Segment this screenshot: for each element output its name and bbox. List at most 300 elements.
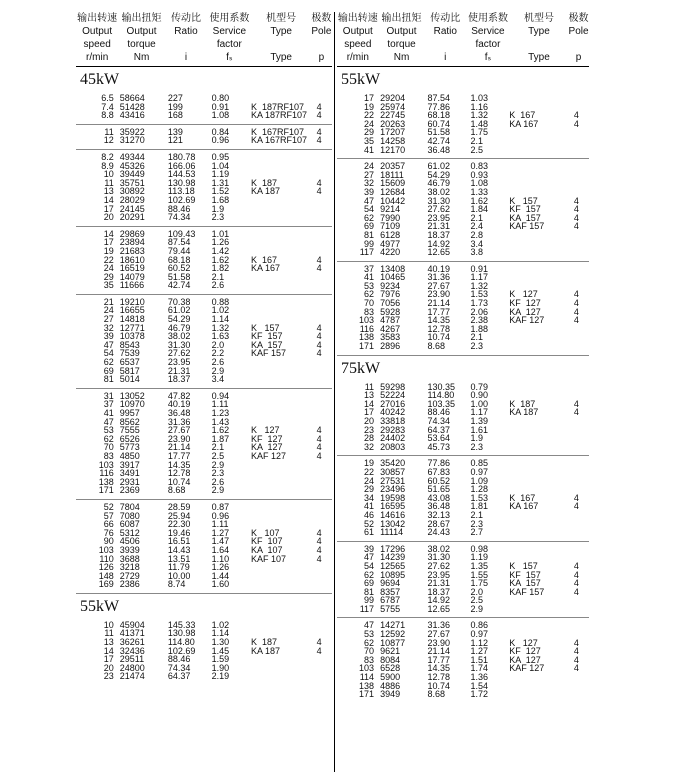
left-header	[76, 12, 332, 67]
table-row	[337, 426, 589, 435]
ratio-cell: 47.82	[167, 390, 191, 401]
speed-cell: 11	[104, 628, 114, 639]
type-cell	[251, 469, 317, 478]
ratio-cell: 168	[167, 110, 183, 121]
type-cell	[509, 325, 574, 334]
torque-cell: 5773	[119, 442, 140, 453]
pole-cell: 4	[316, 322, 322, 333]
type-cell: K 107	[251, 527, 280, 538]
torque-cell: 14271	[380, 620, 406, 631]
table-row	[337, 162, 589, 171]
torque-cell: 4506	[119, 536, 140, 547]
table-row	[76, 315, 332, 324]
pole-cell	[574, 690, 589, 699]
service-factor-cell: 0.94	[211, 390, 230, 401]
speed-cell: 99	[364, 238, 375, 249]
table-row	[76, 638, 332, 647]
torque-cell: 7080	[119, 510, 140, 521]
speed-cell: 35	[103, 280, 114, 291]
torque-cell: 36261	[119, 637, 145, 648]
pole-cell	[317, 162, 332, 171]
type-cell: KAF 107	[251, 553, 287, 564]
speed-cell: 138	[359, 332, 375, 343]
table-row	[76, 655, 332, 664]
ratio-cell: 23.95	[427, 212, 450, 223]
pole-cell	[574, 265, 589, 274]
table-row	[76, 400, 332, 409]
service-factor-cell: 1.53	[470, 492, 489, 503]
ratio-cell: 74.34	[427, 416, 450, 426]
type-cell	[251, 375, 317, 384]
service-factor-cell: 0.91	[211, 101, 230, 112]
power-section-title: 55kW	[80, 597, 120, 615]
torque-cell: 20803	[380, 441, 406, 452]
type-cell: KF 157	[509, 569, 541, 580]
pole-cell: 4	[573, 646, 579, 657]
type-cell	[251, 400, 317, 409]
torque-cell: 4850	[119, 450, 140, 461]
torque-cell: 6787	[380, 595, 401, 606]
type-cell: KF 107	[251, 536, 283, 547]
ratio-cell: 31.30	[427, 552, 450, 563]
service-factor-cell: 0.91	[470, 263, 489, 274]
header-cell: p	[575, 52, 582, 63]
service-factor-cell: 2.9	[211, 365, 225, 376]
torque-cell: 2386	[119, 579, 140, 590]
speed-cell: 62	[364, 289, 375, 300]
ratio-cell: 53.64	[427, 433, 450, 444]
torque-cell: 12170	[380, 144, 406, 155]
torque-cell: 23496	[380, 484, 406, 495]
speed-cell: 14	[103, 228, 114, 239]
header-cell	[252, 38, 311, 51]
torque-cell: 14818	[119, 314, 145, 325]
ratio-cell: 77.86	[427, 458, 450, 469]
pole-cell: 4	[573, 118, 579, 129]
speed-cell: 24	[103, 263, 114, 274]
pole-cell	[317, 655, 332, 664]
torque-cell: 8562	[119, 416, 140, 427]
header-cell: 输出扭矩	[381, 13, 422, 24]
torque-cell: 9234	[380, 280, 401, 291]
service-factor-cell: 1.43	[211, 416, 230, 427]
table-row	[76, 298, 332, 307]
service-factor-cell: 2.1	[470, 509, 484, 520]
speed-cell: 81	[364, 586, 375, 597]
ratio-cell: 51.58	[427, 127, 450, 138]
torque-cell: 12592	[380, 629, 406, 640]
ratio-cell: 14.92	[427, 595, 450, 606]
speed-cell: 103	[359, 315, 375, 326]
torque-cell: 4886	[380, 680, 401, 691]
torque-cell: 9214	[380, 204, 401, 215]
type-cell	[251, 153, 317, 162]
header-cell: factor	[216, 39, 242, 50]
ratio-cell: 87.54	[427, 93, 450, 103]
pole-cell	[317, 375, 332, 384]
table-row	[337, 383, 589, 392]
ratio-cell: 60.52	[167, 263, 191, 274]
ratio-cell: 102.69	[167, 645, 196, 656]
torque-cell: 27016	[380, 398, 406, 409]
pole-cell	[574, 171, 589, 180]
speed-cell: 70	[364, 646, 375, 657]
gearbox-group	[337, 91, 589, 159]
header-cell	[165, 38, 207, 51]
service-factor-cell: 2.5	[470, 144, 484, 155]
speed-cell: 62	[364, 637, 375, 648]
type-cell: K 187	[251, 177, 278, 188]
type-cell: KA 187	[509, 407, 539, 418]
type-cell: KA 167	[509, 118, 539, 129]
type-cell	[509, 231, 574, 240]
pole-cell: 4	[316, 339, 322, 350]
torque-cell: 16595	[380, 501, 406, 512]
header-cell: Service	[471, 26, 505, 37]
table-row	[76, 529, 332, 538]
speed-cell: 8.8	[101, 110, 114, 121]
service-factor-cell: 1.62	[211, 425, 230, 436]
service-factor-cell: 2.8	[470, 229, 484, 240]
type-cell	[509, 528, 574, 537]
table-row	[337, 316, 589, 325]
gearbox-group	[337, 159, 589, 262]
ratio-cell: 74.34	[167, 212, 191, 223]
service-factor-cell: 1.55	[470, 569, 489, 580]
pole-cell: 4	[573, 560, 579, 571]
table-row	[76, 520, 332, 529]
table-row	[337, 477, 589, 486]
service-factor-cell: 1.52	[211, 186, 230, 197]
table-row	[76, 672, 332, 681]
pole-cell	[574, 248, 589, 257]
header-cell: speed	[344, 39, 372, 50]
table-row	[337, 120, 589, 129]
ratio-cell: 77.86	[427, 101, 450, 112]
torque-cell: 10465	[380, 272, 406, 283]
table-row	[337, 682, 589, 691]
table-row	[337, 520, 589, 529]
ratio-cell: 27.67	[427, 280, 450, 291]
header-cell: Output	[386, 26, 417, 37]
table-row	[76, 409, 332, 418]
torque-cell: 59298	[380, 381, 406, 392]
service-factor-cell: 1.27	[470, 646, 489, 657]
torque-cell: 41371	[119, 628, 145, 639]
table-row	[337, 308, 589, 317]
speed-cell: 54	[364, 560, 375, 571]
type-cell	[509, 520, 574, 529]
speed-cell: 13	[103, 637, 114, 648]
type-cell: KA 167	[251, 263, 281, 274]
table-row	[76, 452, 332, 461]
speed-cell: 17	[364, 407, 375, 418]
header-cell: 机型号	[266, 13, 297, 24]
table-row	[337, 146, 589, 155]
torque-cell: 7976	[380, 289, 401, 300]
group-table	[337, 162, 589, 257]
pole-cell: 4	[573, 212, 579, 223]
speed-cell: 117	[359, 603, 375, 614]
torque-cell: 8543	[119, 339, 140, 350]
table-row	[76, 392, 332, 401]
ratio-cell: 31.36	[427, 620, 450, 631]
table-row	[337, 273, 589, 282]
table-row	[76, 572, 332, 581]
table-row	[76, 264, 332, 273]
ratio-cell: 31.30	[427, 195, 450, 206]
gearbox-group	[76, 227, 332, 295]
ratio-cell: 166.06	[167, 160, 196, 171]
pole-cell	[317, 367, 332, 376]
type-cell	[251, 306, 317, 315]
type-cell	[251, 572, 317, 581]
ratio-cell: 180.78	[167, 151, 196, 162]
speed-cell: 171	[359, 341, 375, 352]
service-factor-cell: 2.3	[470, 341, 484, 352]
speed-cell: 171	[98, 485, 114, 496]
speed-cell: 114	[359, 672, 375, 683]
torque-cell: 28029	[119, 194, 145, 205]
type-cell	[509, 477, 574, 486]
torque-cell: 51428	[119, 101, 145, 112]
service-factor-cell: 1.68	[211, 194, 230, 205]
pole-cell: 4	[573, 289, 579, 300]
power-section-title: 45kW	[80, 71, 120, 88]
header-row-units	[337, 51, 589, 64]
service-factor-cell: 3.8	[470, 247, 484, 258]
column-divider	[334, 12, 335, 772]
ratio-cell: 54.29	[427, 169, 450, 180]
type-cell: K 127	[251, 425, 280, 436]
ratio-cell: 144.53	[167, 169, 196, 180]
type-cell	[509, 162, 574, 171]
speed-cell: 14	[103, 645, 114, 656]
pole-cell	[574, 417, 589, 426]
header-cell: Type	[528, 26, 550, 37]
type-cell	[509, 545, 574, 554]
service-factor-cell: 1.35	[470, 560, 489, 571]
ratio-cell: 18.37	[167, 374, 191, 385]
table-row	[337, 188, 589, 197]
header-cell: torque	[387, 39, 416, 50]
header-cell	[510, 38, 568, 51]
service-factor-cell: 1.14	[211, 628, 230, 639]
speed-cell: 47	[364, 620, 375, 631]
pole-cell	[317, 672, 332, 681]
service-factor-cell: 0.88	[211, 296, 230, 307]
service-factor-cell: 1.9	[470, 433, 484, 444]
group-table	[76, 621, 332, 681]
speed-cell: 20	[364, 416, 375, 426]
type-cell: KA 167	[509, 501, 539, 512]
pole-cell	[317, 469, 332, 478]
torque-cell: 16519	[119, 263, 145, 274]
torque-cell: 29283	[380, 424, 406, 435]
ratio-cell: 227	[167, 93, 183, 103]
ratio-cell: 18.37	[427, 586, 450, 597]
ratio-cell: 22.30	[167, 519, 191, 530]
torque-cell: 7056	[380, 298, 401, 309]
ratio-cell: 21.14	[427, 298, 450, 309]
table-row	[337, 485, 589, 494]
ratio-cell: 13.51	[167, 553, 191, 564]
ratio-cell: 31.36	[167, 416, 191, 427]
table-row	[76, 629, 332, 638]
pole-cell	[317, 664, 332, 673]
type-cell	[251, 672, 317, 681]
table-row	[76, 375, 332, 384]
torque-cell: 8084	[380, 654, 401, 665]
service-factor-cell: 1.28	[470, 484, 489, 495]
service-factor-cell: 1.82	[211, 263, 230, 274]
table-row	[76, 512, 332, 521]
pole-cell	[574, 383, 589, 392]
type-cell	[509, 146, 574, 155]
ratio-cell: 74.34	[167, 662, 191, 673]
ratio-cell: 10.74	[167, 476, 191, 487]
service-factor-cell: 1.30	[211, 637, 230, 648]
torque-cell: 10895	[380, 569, 406, 580]
speed-cell: 62	[103, 357, 114, 368]
speed-cell: 61	[364, 527, 375, 538]
type-cell	[509, 690, 574, 699]
service-factor-cell: 1.63	[211, 331, 230, 342]
type-cell	[251, 162, 317, 171]
type-cell	[251, 512, 317, 521]
service-factor-cell: 1.32	[470, 110, 489, 121]
header-cell: Service	[212, 26, 247, 37]
torque-cell: 21683	[119, 245, 145, 256]
ratio-cell: 12.78	[427, 323, 450, 334]
speed-cell: 41	[103, 408, 114, 418]
header-cell: torque	[127, 39, 156, 50]
pole-cell	[574, 520, 589, 529]
gearbox-group	[337, 456, 589, 541]
header-row-units	[76, 51, 332, 64]
ratio-cell: 11.79	[167, 562, 190, 573]
service-factor-cell: 1.62	[211, 254, 230, 265]
ratio-cell: 130.98	[167, 177, 196, 188]
header-cell	[424, 38, 466, 51]
service-factor-cell: 1.44	[211, 570, 230, 581]
table-row	[76, 332, 332, 341]
ratio-cell: 88.46	[167, 654, 191, 665]
ratio-cell: 60.52	[427, 475, 450, 486]
table-row	[76, 367, 332, 376]
ratio-cell: 10.74	[427, 680, 450, 691]
ratio-cell: 12.78	[167, 468, 191, 479]
pole-cell: 4	[316, 536, 322, 547]
header-cell: fₛ	[226, 52, 233, 63]
speed-cell: 27	[103, 314, 114, 325]
table-row	[337, 605, 589, 614]
table-row	[337, 502, 589, 511]
speed-cell: 23	[103, 671, 114, 682]
ratio-cell: 14.92	[427, 238, 450, 249]
service-factor-cell: 1.17	[470, 407, 489, 418]
table-row	[76, 162, 332, 171]
service-factor-cell: 2.1	[211, 271, 225, 282]
torque-cell: 24800	[119, 662, 145, 673]
torque-cell: 33818	[380, 416, 406, 426]
pole-cell	[574, 426, 589, 435]
type-cell	[509, 443, 574, 452]
ratio-cell: 17.77	[167, 450, 191, 461]
speed-cell: 27	[364, 169, 375, 180]
ratio-cell: 23.90	[427, 637, 450, 648]
table-row	[337, 647, 589, 656]
type-cell	[251, 563, 317, 572]
pole-cell	[317, 572, 332, 581]
service-factor-cell: 2.6	[211, 357, 225, 368]
type-cell: KA 127	[509, 306, 541, 317]
header-cell: 使用系数	[209, 13, 250, 24]
type-cell	[509, 621, 574, 630]
pole-cell	[317, 580, 332, 589]
table-row	[337, 630, 589, 639]
service-factor-cell: 1.01	[211, 228, 230, 239]
speed-cell: 22	[103, 254, 114, 265]
speed-cell: 47	[364, 195, 375, 206]
speed-cell: 24	[364, 475, 375, 486]
torque-cell: 22745	[380, 110, 406, 121]
ratio-cell: 145.33	[167, 619, 196, 630]
speed-cell: 83	[364, 654, 375, 665]
service-factor-cell: 1.08	[211, 110, 230, 121]
service-factor-cell: 2.06	[470, 306, 489, 317]
table-row	[337, 690, 589, 699]
pole-cell	[574, 342, 589, 351]
torque-cell: 27531	[380, 475, 406, 486]
torque-cell: 5900	[380, 672, 401, 683]
service-factor-cell: 3.4	[470, 238, 484, 249]
torque-cell: 7555	[119, 425, 140, 436]
table-row	[337, 562, 589, 571]
ratio-cell: 43.08	[427, 492, 450, 503]
speed-cell: 17	[364, 93, 375, 103]
type-cell	[509, 459, 574, 468]
ratio-cell: 38.02	[427, 186, 450, 197]
ratio-cell: 27.62	[167, 348, 191, 359]
speed-cell: 24	[364, 161, 375, 172]
type-cell	[509, 137, 574, 146]
type-cell	[509, 383, 574, 392]
speed-cell: 14	[103, 194, 114, 205]
type-cell	[251, 238, 317, 247]
torque-cell: 10877	[380, 637, 406, 648]
torque-cell: 6087	[119, 519, 140, 530]
torque-cell: 40242	[380, 407, 406, 418]
type-cell: KF 127	[251, 433, 283, 444]
pole-cell	[317, 153, 332, 162]
speed-cell: 23	[364, 424, 375, 435]
torque-cell: 5817	[119, 365, 140, 376]
type-cell: KA 187RF107	[251, 110, 308, 121]
service-factor-cell: 0.86	[470, 620, 489, 631]
torque-cell: 8357	[380, 586, 401, 597]
speed-cell: 29	[103, 271, 114, 282]
ratio-cell: 28.67	[427, 518, 450, 529]
table-row	[337, 299, 589, 308]
header-cell: Ratio	[433, 26, 457, 37]
torque-cell: 35751	[119, 177, 145, 188]
pole-cell	[317, 486, 332, 495]
torque-cell: 24145	[119, 203, 145, 214]
speed-cell: 81	[364, 229, 375, 240]
pole-cell: 4	[316, 553, 322, 564]
torque-cell: 3688	[119, 553, 140, 564]
